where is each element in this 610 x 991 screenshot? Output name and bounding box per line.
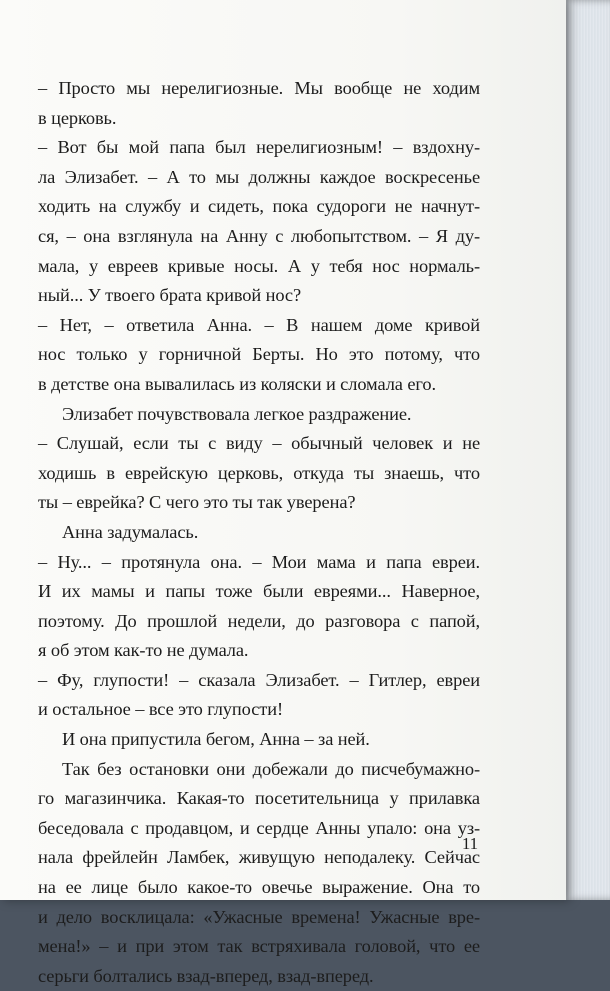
text-line: Так без остановки они добежали до писчебумажно- [62, 758, 480, 779]
text-line: ся, – она взглянула на Анну с любопытством. – Я ду- [38, 225, 480, 246]
text-line: мена!» – и при этом так встряхивала головой, что ее [38, 936, 480, 957]
text-line: – Просто мы нерелигиозные. Мы вообще не ходим [38, 78, 480, 98]
text-line: нос только у горничной Берты. Но это потому, что [38, 344, 480, 365]
text-line: И она припустила бегом, Анна – за ней. [62, 729, 370, 750]
text-line: И их мамы и папы тоже были евреями... Наверное, [38, 581, 480, 602]
page-number: 11 [461, 834, 479, 853]
text-line: – Нет, – ответила Анна. – В нашем доме кривой [38, 314, 480, 335]
body-text [38, 74, 480, 991]
book-page-edges [560, 0, 610, 900]
text-line: и остальное – все это глупости! [38, 699, 283, 720]
text-line: беседовала с продавцом, и сердце Анны упало: она уз- [38, 817, 481, 838]
text-line: ходишь в еврейскую церковь, откуда ты знаешь, что [38, 462, 480, 483]
text-line: поэтому. До прошлой недели, до разговора с папой, [38, 610, 481, 631]
text-line: ла Элизабет. – А то мы должны каждое воскресенье [38, 166, 481, 187]
text-line: – Слушай, если ты с виду – обычный человек и не [38, 433, 481, 454]
text-line: го магазинчика. Какая-то посетительница у прилавка [38, 788, 480, 809]
text-line: я об этом как-то не думала. [38, 640, 249, 661]
text-line: ный... У твоего брата кривой нос? [38, 285, 302, 306]
text-line: – Ну... – протянула она. – Мои мама и папа евреи. [38, 551, 481, 572]
text-line: – Фу, глупости! – сказала Элизабет. – Гитлер, евреи [38, 669, 481, 690]
text-line: Элизабет почувствовала легкое раздражение. [62, 403, 412, 424]
text-line: на ее лице было какое-то овечье выражение. Она то [38, 877, 481, 898]
text-line: ходить на службу и сидеть, пока судороги не начнут- [38, 196, 480, 217]
text-line: в церковь. [38, 107, 117, 128]
text-line: и дело восклицала: «Ужасные времена! Ужасные вре- [38, 906, 480, 927]
text-line: серьги болтались взад-вперед, взад-вперед. [38, 965, 374, 986]
text-line: мала, у евреев кривые носы. А у тебя нос нормаль- [38, 255, 480, 276]
text-line: нала фрейлейн Ламбек, живущую неподалеку. Сейчас [38, 847, 480, 868]
text-line: Анна задумалась. [62, 521, 199, 542]
text-line: в детстве она вывалилась из коляски и сломала его. [38, 373, 436, 394]
text-line: – Вот бы мой папа был нерелигиозным! – вздохну- [38, 137, 480, 158]
text-line: ты – еврейка? С чего это ты так уверена? [38, 492, 356, 513]
